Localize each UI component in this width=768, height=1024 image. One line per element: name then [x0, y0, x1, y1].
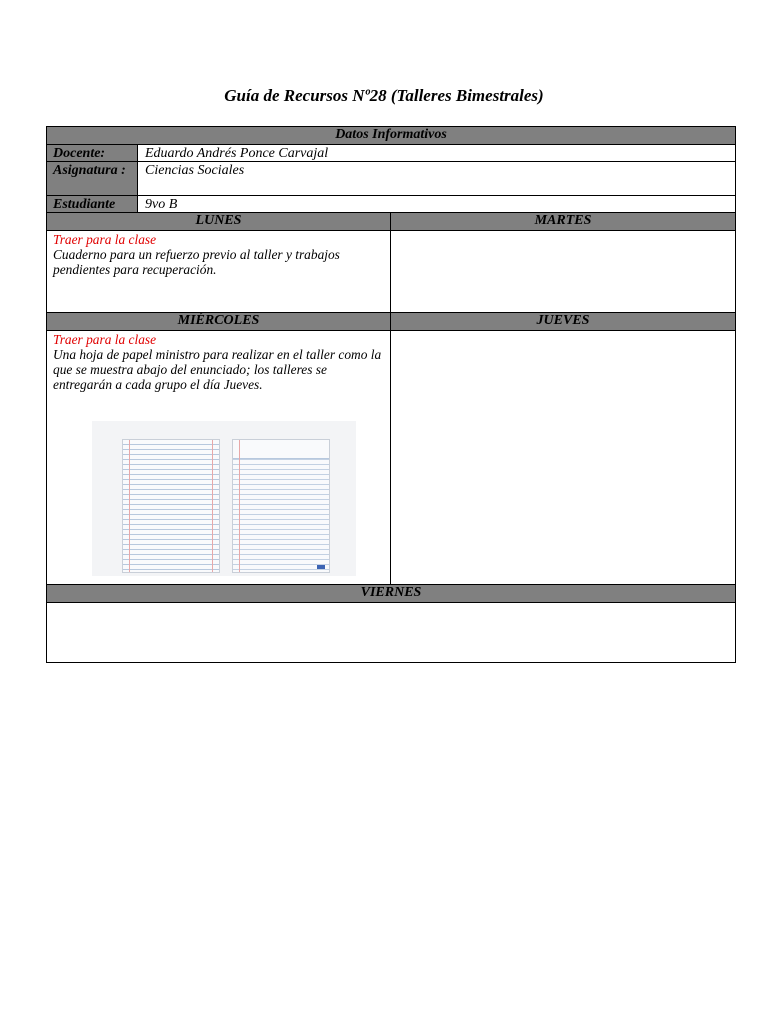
viernes-header-row [47, 584, 735, 602]
lunes-bring-label: Traer para la clase [53, 232, 157, 247]
miercoles-header: MIÉRCOLES [47, 313, 391, 330]
miercoles-text: Una hoja de papel ministro para realizar en el taller como la que se muestra abajo del enunciado; los talleres se entregarán a cada grupo el día Jueves. [53, 347, 382, 392]
jueves-cell [391, 331, 735, 584]
viernes-content-row [47, 602, 735, 662]
ministro-paper-image [92, 421, 356, 576]
page-title: Guía de Recursos Nº28 (Talleres Bimestrales) [224, 86, 544, 105]
paper-logo-icon [317, 565, 325, 569]
info-row-estudiante [47, 195, 735, 212]
paper-sheet-left [122, 439, 220, 573]
wed-thu-header-row [47, 312, 735, 330]
lunes-text: Cuaderno para un refuerzo previo al taller y trabajos pendientes para recuperación. [53, 247, 340, 277]
info-row-asignatura [47, 161, 735, 195]
jueves-header: JUEVES [391, 313, 735, 330]
viernes-cell [47, 603, 735, 662]
asignatura-label: Asignatura : [47, 162, 138, 195]
resource-table [46, 126, 736, 663]
docente-value: Eduardo Andrés Ponce Carvajal [145, 146, 329, 161]
estudiante-value: 9vo B [145, 197, 178, 212]
paper-sheet-right [232, 439, 330, 573]
martes-cell [391, 231, 735, 312]
lunes-header: LUNES [47, 213, 391, 230]
miercoles-bring-label: Traer para la clase [53, 332, 157, 347]
info-row-docente [47, 144, 735, 161]
info-header: Datos Informativos [47, 127, 735, 144]
docente-label: Docente: [47, 145, 138, 161]
mon-tue-content-row [47, 230, 735, 312]
estudiante-label: Estudiante [47, 196, 138, 212]
lunes-cell [47, 231, 391, 312]
martes-header: MARTES [391, 213, 735, 230]
asignatura-value: Ciencias Sociales [145, 163, 245, 178]
mon-tue-header-row [47, 212, 735, 230]
viernes-header: VIERNES [47, 585, 735, 602]
